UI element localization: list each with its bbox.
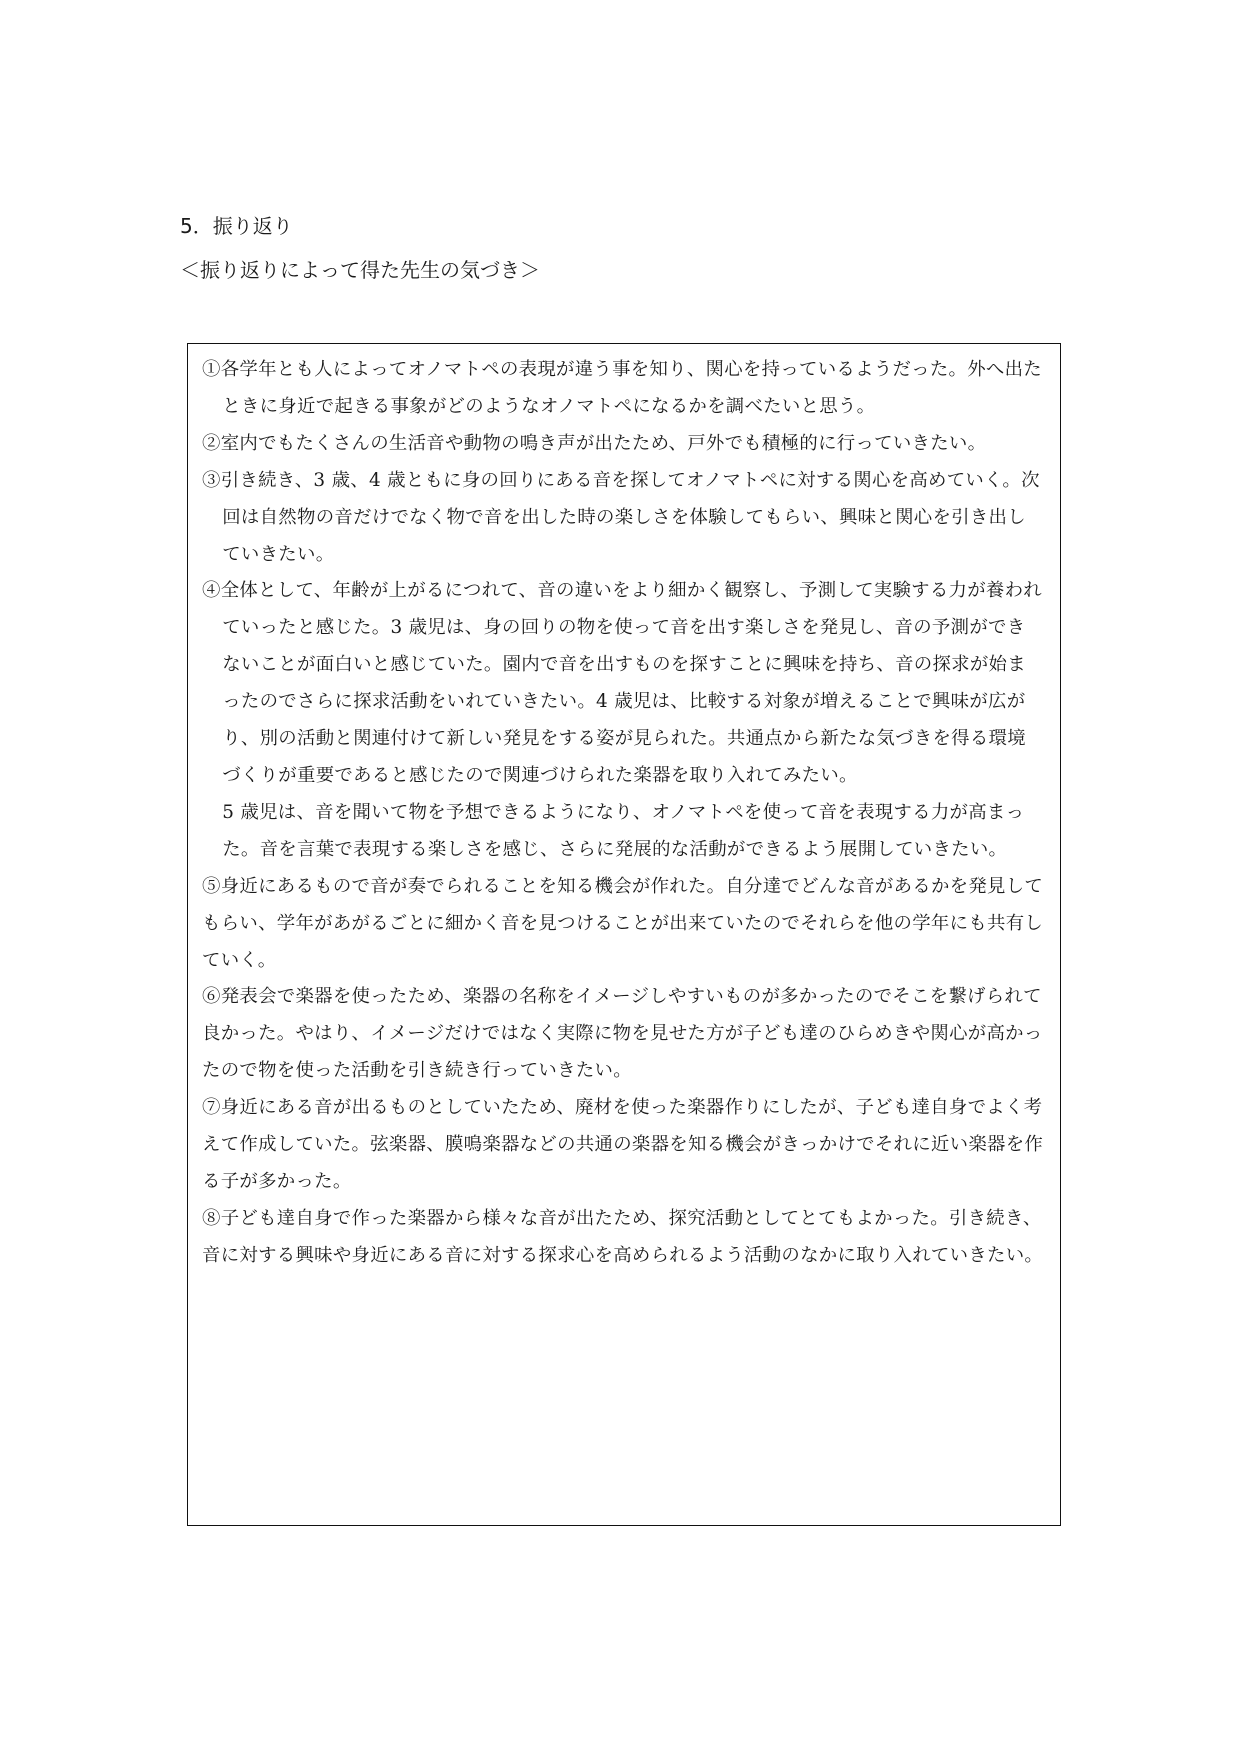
item-marker: ④ — [202, 580, 221, 602]
section-heading: 5．振り返り — [180, 214, 293, 238]
reflection-item-6 — [202, 979, 1044, 1090]
item-marker: ② — [202, 432, 221, 454]
section-subheading: ＜振り返りによって得た先生の気づき＞ — [180, 258, 540, 282]
item-text: 身近にあるもので音が奏でられることを知る機会が作れた。自分達でどんな音があるかを発見してもらい、学年があがるごとに細かく音を見つけることが出来ていたのでそれらを他の学年にも共有していく。 — [202, 875, 1044, 971]
reflection-box — [187, 343, 1061, 1526]
item-marker: ① — [202, 359, 221, 380]
item-text: 身近にある音が出るものとしていたため、廃材を使った楽器作りにしたが、子ども達自身でよく考えて作成していた。弦楽器、膜鳴楽器などの共通の楽器を知る機会がきっかけでそれに近い楽器を作る子が多かった。 — [202, 1097, 1044, 1192]
item-text: 室内でもたくさんの生活音や動物の鳴き声が出たため、戸外でも積極的に行っていきたい。 — [220, 432, 987, 454]
reflection-item-4 — [202, 573, 1044, 794]
reflection-item-8 — [202, 1201, 1044, 1275]
reflection-item-1 — [202, 352, 1044, 426]
item-text: 子ども達自身で作った楽器から様々な音が出たため、探究活動としてとてもよかった。引き続き、音に対する興味や身近にある音に対する探求心を高められるよう活動のなかに取り入れていきたい。 — [202, 1207, 1044, 1266]
item-marker: ③ — [202, 469, 221, 491]
item-text: 全体として、年齢が上がるにつれて、音の違いをより細かく観察し、予測して実験する力が養われていったと感じた。3 歳児は、身の回りの物を使って音を出す楽しさを発見し、音の予測ができないことが面白いと感じていた。園内で音を出すものを探すことに興味を持ち、音の探求が始まったのでさらに探求活動をいれていきたい。4 歳児は、比較する対象が増えることで興味が広がり、別の活動と関連付けて新しい発見をする姿が見られた。共通点から新たな気づきを得る環境づくりが重要であると感じたので関連づけられた楽器を取り入れてみたい。 — [220, 580, 1042, 786]
item-text: 各学年とも人によってオノマトペの表現が違う事を知り、関心を持っているようだった。外へ出たときに身近で起きる事象がどのようなオノマトペになるかを調べたいと思う。 — [220, 359, 1042, 417]
item-marker: ⑥ — [202, 986, 221, 1008]
reflection-item-7 — [202, 1090, 1044, 1201]
item-text: 発表会で楽器を使ったため、楽器の名称をイメージしやすいものが多かったのでそこを繋げられて良かった。やはり、イメージだけではなく実際に物を見せた方が子ども達のひらめきや関心が高かったので物を使った活動を引き続き行っていきたい。 — [202, 986, 1043, 1082]
reflection-item-2 — [202, 426, 1044, 463]
reflection-item-5 — [202, 869, 1044, 980]
item-marker: ⑦ — [202, 1097, 221, 1119]
item-text: 引き続き、3 歳、4 歳ともに身の回りにある音を探してオノマトペに対する関心を高めていく。次回は自然物の音だけでなく物で音を出した時の楽しさを体験してもらい、興味と関心を引き出していきたい。 — [220, 469, 1040, 565]
reflection-item-4-continuation: 5 歳児は、音を聞いて物を予想できるようになり、オノマトペを使って音を表現する力が高まった。音を言葉で表現する楽しさを感じ、さらに発展的な活動ができるよう展開していきたい。 — [222, 801, 1025, 860]
item-marker: ⑧ — [202, 1207, 221, 1229]
item-marker: ⑤ — [202, 875, 221, 897]
reflection-item-3 — [202, 463, 1044, 574]
